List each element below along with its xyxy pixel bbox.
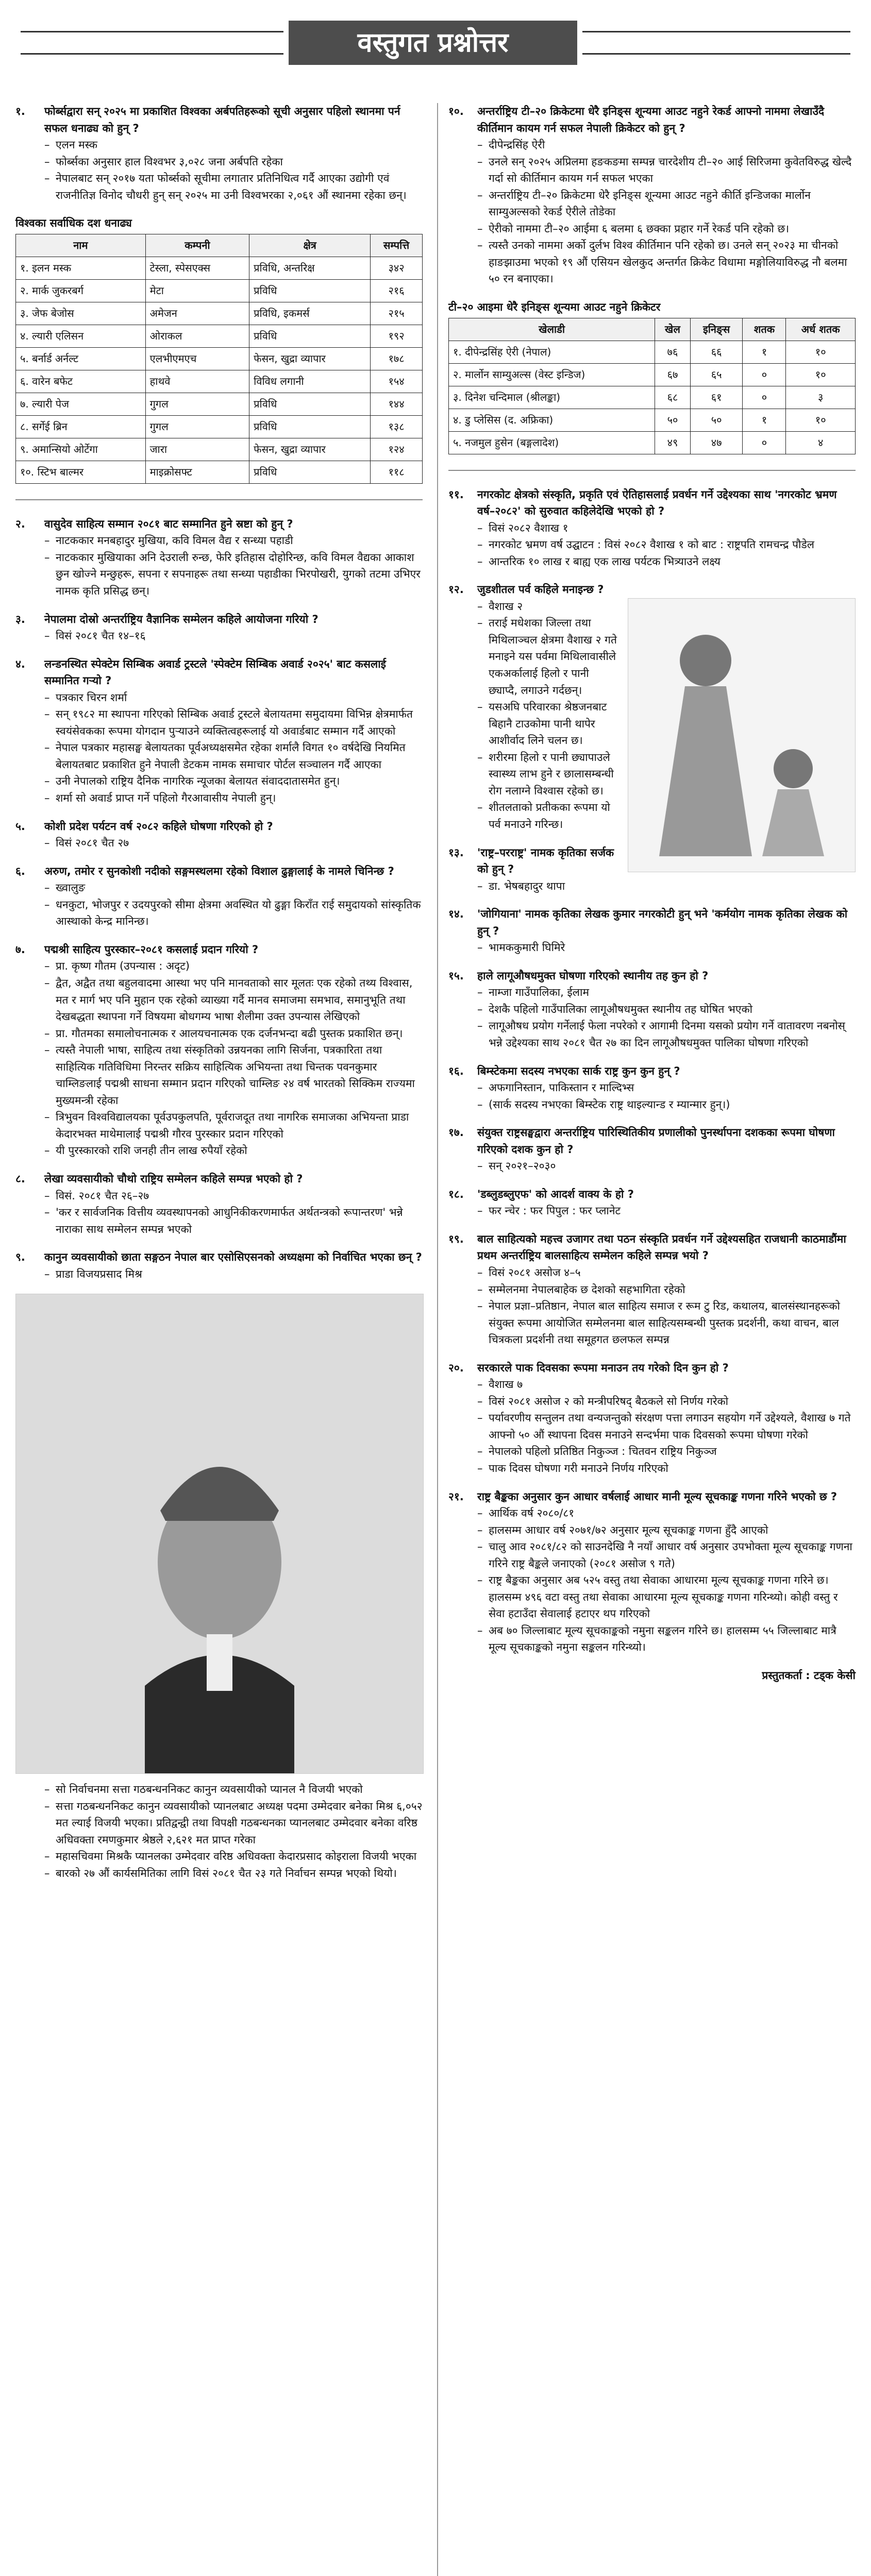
data-table — [448, 318, 856, 454]
table-cell: १३८ — [371, 415, 423, 438]
table-block — [448, 299, 856, 454]
table-cell: प्रविधि, अन्तरिक्ष — [249, 257, 371, 279]
table-cell: ३. दिनेश चन्दिमाल (श्रीलङ्का) — [449, 386, 655, 409]
answer-item: – शर्मा सो अवार्ड प्राप्त गर्ने पहिलो गैरआवासीय नेपाली हुन्। — [44, 790, 423, 807]
question-block — [15, 611, 423, 645]
answer-item: – फर न्चेर : फर पिपुल : फर प्लानेट — [477, 1202, 856, 1219]
table-row — [449, 363, 856, 386]
question-block — [448, 1360, 856, 1477]
question — [15, 863, 423, 880]
table-cell: १ — [743, 409, 786, 431]
table-row — [449, 341, 856, 363]
table-cell: प्रविधि — [249, 279, 371, 302]
portrait-photo — [15, 1294, 424, 1774]
table-cell: १७८ — [371, 347, 423, 370]
table-cell: ४ — [786, 431, 856, 454]
table-cell: विविध लगानी — [249, 370, 371, 393]
answer-list — [15, 628, 423, 645]
table-header-cell: खेल — [655, 318, 691, 341]
table-cell: प्रविधि — [249, 461, 371, 483]
table-row — [449, 386, 856, 409]
table-cell: १. इलन मस्क — [16, 257, 146, 279]
page-title: वस्तुगत प्रश्नोत्तर — [289, 21, 577, 65]
answer-item: – 'कर र सार्वजनिक वित्तीय व्यवस्थापनको आधुनिकीकरणमार्फत अर्थतन्त्रको रूपान्तरण' भन्ने नाराका साथ सम्मेलन सम्पन्न भएको — [44, 1204, 423, 1238]
question-block — [448, 968, 856, 1052]
answer-continuation — [15, 1781, 423, 1882]
table-cell: १० — [786, 341, 856, 363]
answer-item: – लागूऔषध प्रयोग गर्नेलाई फेला नपरेको र आगामी दिनमा यसको प्रयोग गर्ने वातावरण नबनोस् भन्ने उद्देश्यका साथ २०८१ चैत २७ का दिन लागूऔषधमुक्त पालिका घोषणा गरिएको — [477, 1018, 856, 1051]
question-number: ५. — [15, 820, 25, 833]
portrait-illustration — [16, 1294, 423, 1773]
table-row — [16, 438, 423, 461]
answer-item: – द्वैत, अद्वैत तथा बहुलवादमा आस्था भए पनि मानवताको सार मूलतः एक रहेको तथ्य विश्वास, मत र मार्ग भए पनि मुहान एक रहेको व्याख्या गर्दै मानव समाजमा समभाव, समानुभूति तथा देखबद्धता स्थापना गर्ने विषयमा बोधगम्य भाषा शैलीमा उक्त उपन्यास लेखिएको — [44, 975, 423, 1025]
table-cell: २१६ — [371, 279, 423, 302]
question — [15, 1171, 423, 1188]
answer-item: – डा. भेषबहादुर थापा — [477, 878, 856, 895]
answer-list — [15, 879, 423, 930]
table-row — [16, 393, 423, 415]
question — [448, 906, 856, 939]
answer-item: – अन्तर्राष्ट्रिय टी–२० क्रिकेटमा धेरै इनिङ्स शून्यमा आउट नहुने कीर्ति इन्डिजका मार्लोन साम्युअल्सको रेकर्ड ऐरीले तोडेका — [477, 187, 856, 221]
question-block — [448, 1231, 856, 1348]
question-block — [448, 581, 856, 833]
answer-item: – दीपेन्द्रसिंह ऐरी — [477, 137, 856, 154]
table-header-cell: शतक — [743, 318, 786, 341]
question — [448, 486, 856, 520]
question-number: ११. — [448, 488, 464, 501]
question-number: १२. — [448, 583, 464, 596]
section-separator — [15, 499, 423, 500]
answer-list — [448, 137, 856, 287]
table-block — [15, 215, 423, 484]
answer-list — [448, 878, 856, 895]
answer-item: – महासचिवमा मिश्रकै प्यानलका उम्मेदवार वरिष्ठ अधिवक्ता केदारप्रसाद कोइराला विजयी भएका — [44, 1848, 423, 1865]
answer-list — [448, 520, 856, 570]
question-block — [15, 1249, 423, 1282]
question — [448, 968, 856, 985]
table-row — [16, 461, 423, 483]
answer-item: – धनकुटा, भोजपुर र उदयपुरको सीमा क्षेत्रमा अवस्थित यो ढुङ्गा किराँत राई समुदायको सांस्कृतिक आस्थाको केन्द्र मानिन्छ। — [44, 896, 423, 930]
question-text: अन्तर्राष्ट्रिय टी–२० क्रिकेटमा धेरै इनिङ्स शून्यमा आउट नहुने रेकर्ड आफ्नो नाममा लेखाउँदै कीर्तिमान कायम गर्न सफल नेपाली क्रिकेटर को हुन् ? — [477, 105, 825, 134]
question-text: बाल साहित्यको महत्त्व उजागर तथा पठन संस्कृति प्रवर्धन गर्ने उद्देश्यसहित राजधानी काठमाडौंमा प्रथम अन्तर्राष्ट्रिय बालसाहित्य सम्मेलन कहिले सम्पन्न भयो ? — [477, 1232, 846, 1262]
table-cell: ७६ — [655, 341, 691, 363]
question-block — [448, 1488, 856, 1656]
table-cell: ४७ — [690, 431, 743, 454]
answer-item: – नगरकोट भ्रमण वर्ष उद्घाटन : विसं २०८२ वैशाख १ को बाट : राष्ट्रपति रामचन्द्र पौडेल — [477, 536, 856, 553]
table-cell: १ — [743, 341, 786, 363]
question-text: 'डब्लुडब्लुएफ' को आदर्श वाक्य के हो ? — [477, 1188, 634, 1200]
question-block — [15, 103, 423, 204]
question-block — [448, 1186, 856, 1219]
question-block — [15, 941, 423, 1159]
answer-item: – आर्थिक वर्ष २०८०/८१ — [477, 1505, 856, 1522]
table-cell: माइक्रोसफ्ट — [145, 461, 249, 483]
question-number: २१. — [448, 1490, 464, 1503]
answer-list — [448, 1202, 856, 1219]
table-row — [449, 431, 856, 454]
answer-item: – देशकै पहिलो गाउँपालिका लागूऔषधमुक्त स्थानीय तह घोषित भएको — [477, 1001, 856, 1018]
question — [15, 1249, 423, 1266]
answer-item: – ख्वालुङ — [44, 879, 423, 896]
question-block — [448, 486, 856, 570]
answer-item: – सो निर्वाचनमा सत्ता गठबन्धननिकट कानुन व्यवसायीको प्यानल नै विजयी भएको — [44, 1781, 423, 1798]
table-cell: ५. नजमुल हुसेन (बङ्गलादेश) — [449, 431, 655, 454]
table-header-cell: सम्पत्ति — [371, 234, 423, 257]
question-number: ३. — [15, 613, 25, 625]
table-cell: प्रविधि — [249, 393, 371, 415]
answer-list — [448, 1376, 856, 1477]
table-cell: प्रविधि — [249, 415, 371, 438]
table-cell: ८. सर्गेई ब्रिन — [16, 415, 146, 438]
question — [448, 1186, 856, 1203]
table-cell: टेस्ला, स्पेसएक्स — [145, 257, 249, 279]
table-cell: ६५ — [690, 363, 743, 386]
question-text: नेपालमा दोस्रो अन्तर्राष्ट्रिय वैज्ञानिक सम्मेलन कहिले आयोजना गरियो ? — [44, 613, 319, 625]
table-cell: मेटा — [145, 279, 249, 302]
question — [15, 818, 423, 835]
question-text: नगरकोट क्षेत्रको संस्कृति, प्रकृति एवं ऐतिहासलाई प्रवर्धन गर्ने उद्देश्यका साथ 'नगरकोट भ्रमण वर्ष–२०८२' को सुरुवात कहिलेदेखि भएको हो ? — [477, 488, 837, 518]
question-text: बिम्स्टेकमा सदस्य नभएका सार्क राष्ट्र कुन कुन हुन् ? — [477, 1064, 680, 1077]
question — [448, 1124, 856, 1158]
question — [448, 1231, 856, 1264]
table-cell: ४. डु प्लेसिस (द. अफ्रिका) — [449, 409, 655, 431]
answer-item: – नेपाल पत्रकार महासङ्घ बेलायतका पूर्वअध्यक्षसमेत रहेका शर्मालै विगत १० वर्षदेखि नियमित बेलायतबाट प्रकाशित हुने नेपाली डेटकम नामक समाचार पोर्टल सञ्चालन गर्दै आएका — [44, 739, 423, 773]
answer-item: – ऐरीको नाममा टी–२० आईमा ६ बलमा ६ छक्का प्रहार गर्ने रेकर्ड पनि रहेको छ। — [477, 221, 856, 238]
table-cell: ६. वारेन बफेट — [16, 370, 146, 393]
table-cell: गुगल — [145, 415, 249, 438]
answer-item: – चालु आव २०८१/८२ को साउनदेखि नै नयाँ आधार वर्ष अनुसार उपभोक्ता मूल्य सूचकाङ्क गणना गरिने राष्ट्र बैङ्कले जनाएको (२०८१ असोज ९ गते) — [477, 1538, 856, 1572]
table-cell: जारा — [145, 438, 249, 461]
answer-item: – विसं २०८१ चैत २७ — [44, 835, 423, 852]
answer-item: – विसं २०८१ असोज ४–५ — [477, 1264, 856, 1281]
answer-list — [15, 532, 423, 599]
question-block — [15, 656, 423, 807]
column-divider — [437, 103, 438, 2576]
question-text: कोशी प्रदेश पर्यटन वर्ष २०८२ कहिले घोषणा गरिएको हो ? — [44, 820, 273, 833]
answer-item: – यसअघि परिवारका श्रेष्ठजनबाट बिहानै टाउकोमा पानी थापेर आशीर्वाद लिने चलन छ। — [477, 699, 856, 749]
header-rule-left — [21, 31, 283, 55]
question-text: सरकारले पाक दिवसका रूपमा मनाउन तय गरेको दिन कुन हो ? — [477, 1361, 729, 1374]
answer-item: – त्यस्तै नेपाली भाषा, साहित्य तथा संस्कृतिको उन्नयनका लागि सिर्जना, पत्रकारिता तथा साहित्यिक गतिविधिमा निरन्तर सक्रिय साहित्यिक अभियन्ता तथा चिन्तक पवनकुमार चाम्लिङलाई पद्मश्री साधना सम्मान प्रदान गरिएको चाम्लिङ २४ वर्ष भारतको सिक्किम राज्यमा मुख्यमन्त्री रहेका — [44, 1042, 423, 1109]
table-row — [16, 415, 423, 438]
table-row — [16, 257, 423, 279]
answer-item: – शरीरमा हिलो र पानी छ्यापाउले स्वास्थ्य लाभ हुने र छालासम्बन्धी रोग नलाग्ने विश्वास रहेको छ। — [477, 749, 856, 800]
question-number: १६. — [448, 1064, 464, 1077]
answer-item: – सन् २०२१–२०३० — [477, 1158, 856, 1175]
answer-item: – फोर्ब्सका अनुसार हाल विश्वभर ३,०२८ जना अर्बपति रहेका — [44, 154, 423, 171]
question-text: संयुक्त राष्ट्रसङ्घद्वारा अन्तर्राष्ट्रिय पारिस्थितिकीय प्रणालीको पुनर्स्थापना दशकका रूपमा घोषणा गरिएको दशक कुन हो ? — [477, 1126, 835, 1156]
answer-list — [15, 835, 423, 852]
answer-item: – नेपालको पहिलो प्रतिष्ठित निकुञ्ज : चितवन राष्ट्रिय निकुञ्ज — [477, 1443, 856, 1460]
table-cell: ५० — [690, 409, 743, 431]
question-block — [448, 1063, 856, 1113]
answer-list — [15, 689, 423, 807]
question-number: १५. — [448, 969, 464, 982]
answer-item: – पाक दिवस घोषणा गरी मनाउने निर्णय गरिएको — [477, 1460, 856, 1477]
table-header-cell: नाम — [16, 234, 146, 257]
section-separator — [448, 470, 856, 471]
question-block — [15, 1171, 423, 1238]
table-header-row — [449, 318, 856, 341]
question — [15, 516, 423, 533]
question-text: राष्ट्र बैङ्कका अनुसार कुन आधार वर्षलाई आधार मानी मूल्य सूचकाङ्क गणना गरिने भएको छ ? — [477, 1490, 837, 1503]
answer-item: – त्यस्तै उनको नाममा अर्को दुर्लभ विश्व कीर्तिमान पनि रहेको छ। उनले सन् २०२३ मा चीनको हाङझाउमा भएको १९ औं एसियन खेलकुद अन्तर्गत क्रिकेट विधामा मङ्गोलियाविरुद्ध नौ बलमा ५० रन बनाएका। — [477, 237, 856, 287]
table-row — [16, 325, 423, 347]
answer-list — [448, 1264, 856, 1348]
answer-list — [15, 1188, 423, 1238]
question-number: ४. — [15, 657, 25, 670]
question-text: 'जोगियाना' नामक कृतिका लेखक कुमार नगरकोटी हुन् भने 'कर्मयोग नामक कृतिका लेखक को हुन् ? — [477, 908, 848, 937]
table-cell: २. मार्क जुकरबर्ग — [16, 279, 146, 302]
table-cell: गुगल — [145, 393, 249, 415]
answer-item: – हालसम्म आधार वर्ष २०७१/७२ अनुसार मूल्य सूचकाङ्क गणना हुँदै आएको — [477, 1522, 856, 1539]
answer-list — [15, 1781, 423, 1882]
question-block — [15, 863, 423, 930]
answer-item: – विसं २०८१ असोज २ को मन्त्रीपरिषद् बैठकले सो निर्णय गरेको — [477, 1393, 856, 1410]
question-block — [15, 818, 423, 852]
question-text: पद्मश्री साहित्य पुरस्कार–२०८१ कसलाई प्रदान गरियो ? — [44, 943, 259, 956]
table-cell: ओराकल — [145, 325, 249, 347]
left-column — [15, 103, 423, 1893]
table-cell: ७. ल्यारी पेज — [16, 393, 146, 415]
table-cell: ४९ — [655, 431, 691, 454]
table-cell: १५४ — [371, 370, 423, 393]
table-cell: ० — [743, 363, 786, 386]
right-column — [448, 103, 856, 1684]
table-cell: ५० — [655, 409, 691, 431]
table-cell: ४. ल्यारी एलिसन — [16, 325, 146, 347]
table-cell: १. दीपेन्द्रसिंह ऐरी (नेपाल) — [449, 341, 655, 363]
header-rule-right — [582, 31, 850, 55]
answer-item: – अफगानिस्तान, पाकिस्तान र माल्दिभ्स — [477, 1079, 856, 1096]
table-cell: ३४२ — [371, 257, 423, 279]
answer-item: – नाटककार मुखियाका अनि देउराली रुन्छ, फेरि इतिहास दोहोरिन्छ, कवि विमल वैद्यका आकाश छुन खोज्ने मन्छुहरू, सपना र सपनाहरू तथा सन्ध्या पहाडीका भिरपोखरी, युगको तटमा उभिएर नामक कृति प्रसिद्ध छन्। — [44, 549, 423, 600]
table-cell: १२४ — [371, 438, 423, 461]
answer-item: – प्राडा विजयप्रसाद मिश्र — [44, 1266, 423, 1283]
question — [448, 844, 621, 878]
table-cell: ९. अमान्सियो ओर्टेगा — [16, 438, 146, 461]
question-text: 'राष्ट्र–परराष्ट्र' नामक कृतिका सर्जक को हुन् ? — [477, 846, 614, 876]
question-number: १. — [15, 105, 25, 117]
answer-item: – नाटककार मनबहादुर मुखिया, कवि विमल वैद्य र सन्ध्या पहाडी — [44, 532, 423, 549]
question — [448, 1488, 856, 1505]
author-credit: प्रस्तुतकर्ता : टड्क केसी — [762, 1669, 856, 1682]
answer-list — [15, 1266, 423, 1283]
answer-item: – पर्यावरणीय सन्तुलन तथा वन्यजन्तुको संरक्षण पत्ता लगाउन सहयोग गर्ने उद्देश्यले, वैशाख ७ गते आफ्नो ५० औं स्थापना दिवस मनाउने सन्दर्भमा पाक दिवसको रूपमा घोषणा गरेको — [477, 1410, 856, 1443]
question-number: २. — [15, 517, 25, 530]
answer-item: – प्रा. कृष्ण गौतम (उपन्यास : अदृट) — [44, 958, 423, 975]
question-text: लेखा व्यवसायीको चौथो राष्ट्रिय सम्मेलन कहिले सम्पन्न भएको हो ? — [44, 1172, 303, 1185]
question-block — [448, 1124, 856, 1175]
table-row — [16, 279, 423, 302]
table-cell: प्रविधि — [249, 325, 371, 347]
table-header-cell: कम्पनी — [145, 234, 249, 257]
answer-item: – आन्तरिक १० लाख र बाह्य एक लाख पर्यटक भित्र्याउने लक्ष्य — [477, 553, 856, 570]
answer-item: – सत्ता गठबन्धननिकट कानुन व्यवसायीको प्यानलबाट अध्यक्ष पदमा उम्मेदवार बनेका मिश्र ६,०५२ मत ल्याई विजयी भएका। प्रतिद्वन्द्वी तथा विपक्षी गठबन्धनका प्यानलबाट उम्मेदवार बनेका वरिष्ठ अधिवक्ता रमणकुमार श्रेष्ठले २,६२१ मत प्राप्त गरेका — [44, 1798, 423, 1849]
answer-item: – पत्रकार चिरन शर्मा — [44, 689, 423, 706]
answer-item: – प्रा. गौतमका समालोचनात्मक र आलयचनात्मक एक दर्जनभन्दा बढी पुस्तक प्रकाशित छन्। — [44, 1025, 423, 1042]
table-cell: ६६ — [690, 341, 743, 363]
answer-item: – (सार्क सदस्य नभएका बिम्स्टेक राष्ट्र थाइल्यान्ड र म्यान्मार हुन्।) — [477, 1096, 856, 1113]
question-number: १७. — [448, 1126, 464, 1139]
table-cell: २. मार्लोन साम्युअल्स (वेस्ट इन्डिज) — [449, 363, 655, 386]
answer-item: – यी पुरस्कारको राशि जनही तीन लाख रुपैयाँ रहेको — [44, 1142, 423, 1159]
question-text: लन्डनस्थित स्पेक्टेम सिम्बिक अवार्ड ट्रस्टले 'स्पेक्टेम सिम्बिक अवार्ड २०२५' बाट कसलाई सम्मानित गऱ्यो ? — [44, 657, 386, 687]
question-number: १४. — [448, 908, 464, 921]
table-cell: ५. बर्नार्ड अर्नल्ट — [16, 347, 146, 370]
table-cell: १०. स्टिभ बाल्मर — [16, 461, 146, 483]
question-text: अरुण, तमोर र सुनकोशी नदीको सङ्गमस्थलमा रहेको विशाल ढुङ्गालाई के नामले चिनिन्छ ? — [44, 865, 394, 877]
question — [15, 611, 423, 628]
table-header-cell: इनिङ्स — [690, 318, 743, 341]
question-number: ९. — [15, 1251, 25, 1264]
answer-item: – सम्मेलनमा नेपालबाहेक छ देशको सहभागिता रहेको — [477, 1281, 856, 1298]
question-number: १०. — [448, 105, 464, 117]
table-cell: ० — [743, 386, 786, 409]
answer-item: – वैशाख ७ — [477, 1376, 856, 1393]
question-number: ८. — [15, 1172, 25, 1185]
answer-item: – उनले सन् २०२५ अप्रिलमा हङकङमा सम्पन्न चारदेशीय टी–२० आई सिरिजमा कुवेतविरुद्ध खेल्दै गर्दा सो कीर्तिमान कायम गर्न सफल भएका — [477, 154, 856, 187]
answer-item: – नेपाल प्रज्ञा–प्रतिष्ठान, नेपाल बाल साहित्य समाज र रूम टु रिड, कथालय, बालसंस्थानहरूको संयुक्त रूपमा आयोजित सम्मेलनमा बाल साहित्यसम्बन्धी पुस्तक प्रदर्शनी, कथा वाचन, बाल चित्रकला प्रदर्शनी तथा समूहगत छलफल सम्पन्न — [477, 1298, 856, 1348]
data-table — [15, 234, 423, 484]
table-cell: फेसन, खुद्रा व्यापार — [249, 347, 371, 370]
question-text: कानुन व्यवसायीको छाता सङ्गठन नेपाल बार एसोसिएसनको अध्यक्षमा को निर्वाचित भएका छन् ? — [44, 1251, 422, 1264]
answer-item: – एलन मस्क — [44, 137, 423, 154]
answer-list — [448, 598, 856, 833]
answer-list — [448, 939, 856, 956]
answer-item: – भामककुमारी घिमिरे — [477, 939, 856, 956]
table-title: विश्वका सर्वाधिक दश धनाढ्य — [15, 217, 132, 230]
answer-item: – वैशाख २ — [477, 598, 856, 615]
answer-item: – नाम्जा गाउँपालिका, ईलाम — [477, 984, 856, 1001]
table-header-cell: क्षेत्र — [249, 234, 371, 257]
table-cell: ३ — [786, 386, 856, 409]
question — [15, 656, 423, 689]
answer-item: – उनी नेपालको राष्ट्रिय दैनिक नागरिक न्यूजका बेलायत संवाददातासमेत हुन्। — [44, 773, 423, 790]
table-cell: ० — [743, 431, 786, 454]
answer-list — [15, 958, 423, 1159]
question — [448, 1063, 856, 1080]
table-row — [16, 370, 423, 393]
table-cell: ६७ — [655, 363, 691, 386]
table-title: टी–२० आइमा धेरै इनिङ्स शून्यमा आउट नहुने क्रिकेटर — [448, 301, 661, 314]
question-number: ६. — [15, 865, 25, 877]
question-number: १९. — [448, 1232, 464, 1245]
answer-item: – विसं २०८२ वैशाख १ — [477, 520, 856, 537]
table-header-cell: अर्ध शतक — [786, 318, 856, 341]
table-cell: १९२ — [371, 325, 423, 347]
answer-list — [448, 1079, 856, 1113]
question-text: फोर्ब्सद्वारा सन् २०२५ मा प्रकाशित विश्वका अर्बपतिहरूको सूची अनुसार पहिलो स्थानमा पर्न सफल धनाढ्य को हुन् ? — [44, 105, 400, 134]
answer-item: – तराई मधेशका जिल्ला तथा मिथिलाञ्चल क्षेत्रमा वैशाख २ गते मनाइने यस पर्वमा मिथिलावासीले एकअर्कालाई हिलो र पानी छ्याप्दै, लगाउने गर्दछन्। — [477, 615, 856, 699]
question — [15, 103, 423, 137]
answer-list — [448, 984, 856, 1051]
table-cell: १० — [786, 363, 856, 386]
table-header-cell: खेलाडी — [449, 318, 655, 341]
answer-item: – त्रिभुवन विश्वविद्यालयका पूर्वउपकुलपति, पूर्वराजदूत तथा नागरिक समाजका अभियन्ता प्राडा केदारभक्त माथेमालाई पद्मश्री गौरव पुरस्कार प्रदान गरिएको — [44, 1109, 423, 1142]
answer-item: – नेपालबाट सन् २०१७ यता फोर्ब्सको सूचीमा लगातार प्रतिनिधित्व गर्दै आएका उद्योगी एवं राजनीतिज्ञ विनोद चौधरी हुन् सन् २०२५ मा उनी विश्वभरका २,०६१ औं स्थानमा रहेका छन्। — [44, 170, 423, 204]
answer-item: – शीतलताको प्रतीकका रूपमा यो पर्व मनाउने गरिन्छ। — [477, 799, 856, 833]
table-cell: ३. जेफ बेजोस — [16, 302, 146, 325]
question-number: १३. — [448, 846, 464, 859]
answer-item: – बारको २७ औं कार्यसमितिका लागि विसं २०८१ चैत २३ गते निर्वाचन सम्पन्न भएको थियो। — [44, 1865, 423, 1882]
table-cell: १० — [786, 409, 856, 431]
table-cell: ६१ — [690, 386, 743, 409]
question — [448, 581, 856, 598]
question-text: हाले लागूऔषधमुक्त घोषणा गरिएको स्थानीय तह कुन हो ? — [477, 969, 709, 982]
table-cell: ११८ — [371, 461, 423, 483]
table-row — [16, 347, 423, 370]
table-cell: प्रविधि, इकमर्स — [249, 302, 371, 325]
table-cell: फेसन, खुद्रा व्यापार — [249, 438, 371, 461]
question — [15, 941, 423, 958]
table-cell: एलभीएमएच — [145, 347, 249, 370]
question-text: वासुदेव साहित्य सम्मान २०८१ बाट सम्मानित हुने स्रष्टा को हुन् ? — [44, 517, 293, 530]
question-number: १८. — [448, 1188, 464, 1200]
answer-item: – विसं २०८१ चैत १४–१६ — [44, 628, 423, 645]
question-block — [15, 516, 423, 600]
answer-item: – राष्ट्र बैङ्कका अनुसार अब ५२५ वस्तु तथा सेवाका आधारमा मूल्य सूचकाङ्क गणना गरिने छ। हालसम्म ४९६ वटा वस्तु तथा सेवाका आधारमा मूल्य सूचकाङ्क गणना गरिन्थ्यो। कोही वस्तु र सेवा हटाउँदा सेवालाई हटाएर थप गरिएको — [477, 1572, 856, 1622]
table-cell: ६८ — [655, 386, 691, 409]
question-block — [448, 103, 856, 287]
answer-list — [448, 1158, 856, 1175]
table-row — [16, 302, 423, 325]
table-row — [449, 409, 856, 431]
answer-list — [15, 137, 423, 204]
answer-list — [448, 1505, 856, 1656]
table-cell: अमेजन — [145, 302, 249, 325]
question — [448, 103, 856, 137]
question-number: ७. — [15, 943, 25, 956]
question-block — [448, 906, 856, 956]
question-number: २०. — [448, 1361, 464, 1374]
question-text: जुडशीतल पर्व कहिले मनाइन्छ ? — [477, 583, 604, 596]
table-cell: हाथवे — [145, 370, 249, 393]
answer-item: – सन् १९८२ मा स्थापना गरिएको सिम्बिक अवार्ड ट्रस्टले बेलायतमा समुदायमा विभिन्न क्षेत्रमार्फत स्वयंसेवकका रूपमा योगदान पुऱ्याउने व्यक्तित्वहरूलाई यो अवार्डबाट सम्मान गर्दै आएको — [44, 706, 423, 739]
table-header-row — [16, 234, 423, 257]
answer-item: – विसं. २०८१ चैत २६–२७ — [44, 1188, 423, 1205]
question — [448, 1360, 856, 1377]
answer-item: – अब ७० जिल्लाबाट मूल्य सूचकाङ्कको नमुना सङ्कलन गरिने छ। हालसम्म ५५ जिल्लाबाट मात्रै मूल्य सूचकाङ्कको नमुना सङ्कलन गरिन्थ्यो। — [477, 1622, 856, 1656]
table-cell: १४४ — [371, 393, 423, 415]
table-cell: २१५ — [371, 302, 423, 325]
